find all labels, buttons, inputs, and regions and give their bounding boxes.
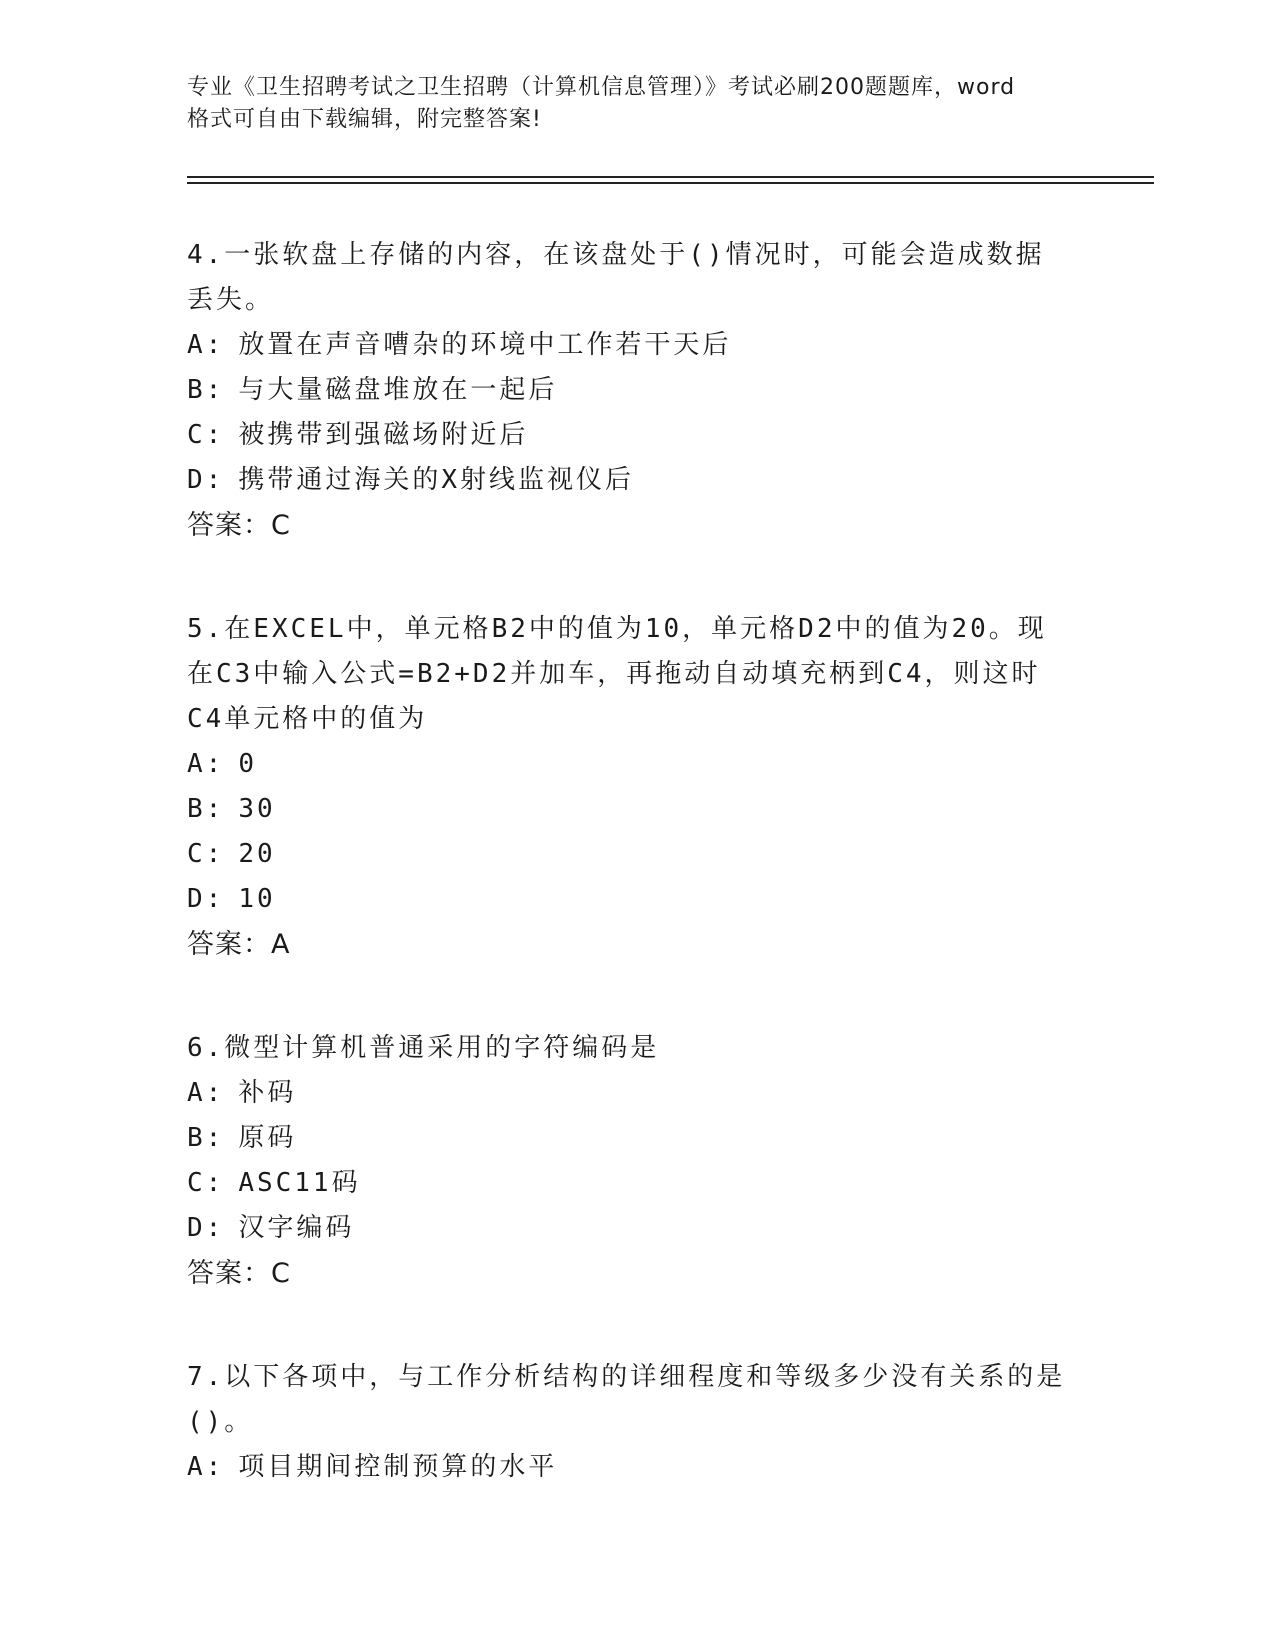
header-line-2: 格式可自由下载编辑，附完整答案! [187,107,542,132]
option-c [187,1161,1087,1206]
option-text: 原码 [238,1123,297,1153]
option-letter: B: [187,794,225,824]
option-text: 项目期间控制预算的水平 [238,1452,558,1482]
question-text: 6.微型计算机普通采用的字符编码是 [187,1033,660,1063]
option-text: 0 [238,749,257,779]
option-d [187,458,1087,503]
option-letter: A: [187,330,225,360]
option-text: 补码 [238,1078,297,1108]
option-b [187,1116,1087,1161]
option-a [187,742,1087,787]
option-b [187,787,1087,832]
option-d [187,877,1087,922]
option-text: ASC11码 [238,1168,361,1198]
answer-label: 答案：C [187,1258,291,1289]
option-letter: D: [187,884,225,914]
option-c [187,413,1087,458]
question-text: 5.在EXCEL中，单元格B2中的值为10，单元格D2中的值为20。现在C3中输入公式=B2+D2并加车，再拖动自动填充柄到C4，则这时C4单元格中的值为 [187,614,1047,734]
option-letter: A: [187,749,225,779]
option-letter: B: [187,1123,225,1153]
question-7 [187,1355,1087,1490]
option-letter: D: [187,465,225,495]
header-divider-top [187,176,1154,178]
answer-label: 答案：C [187,510,291,541]
question-text: 7.以下各项中，与工作分析结构的详细程度和等级多少没有关系的是()。 [187,1362,1066,1437]
option-b [187,368,1087,413]
header-divider-bottom [187,182,1154,184]
header-line-1: 专业《卫生招聘考试之卫生招聘（计算机信息管理）》考试必刷200题题库，word [187,75,1016,100]
option-letter: D: [187,1213,225,1243]
question-list [187,233,1087,1548]
option-a [187,323,1087,368]
question-6 [187,1026,1087,1297]
option-text: 与大量磁盘堆放在一起后 [238,375,558,405]
option-text: 10 [238,884,276,914]
question-text: 4.一张软盘上存储的内容，在该盘处于()情况时，可能会造成数据丢失。 [187,240,1045,315]
option-text: 被携带到强磁场附近后 [238,420,529,450]
option-letter: A: [187,1078,225,1108]
option-letter: C: [187,420,225,450]
option-a [187,1445,1087,1490]
option-text: 30 [238,794,276,824]
option-text: 汉字编码 [238,1213,355,1243]
option-letter: C: [187,839,225,869]
document-header [187,72,1087,136]
option-text: 携带通过海关的X射线监视仪后 [238,465,634,495]
option-text: 20 [238,839,276,869]
question-5 [187,607,1087,968]
option-letter: A: [187,1452,225,1482]
option-letter: B: [187,375,225,405]
option-a [187,1071,1087,1116]
option-c [187,832,1087,877]
question-4 [187,233,1087,549]
option-text: 放置在声音嘈杂的环境中工作若干天后 [238,330,732,360]
option-d [187,1206,1087,1251]
answer-label: 答案：A [187,929,291,960]
option-letter: C: [187,1168,225,1198]
